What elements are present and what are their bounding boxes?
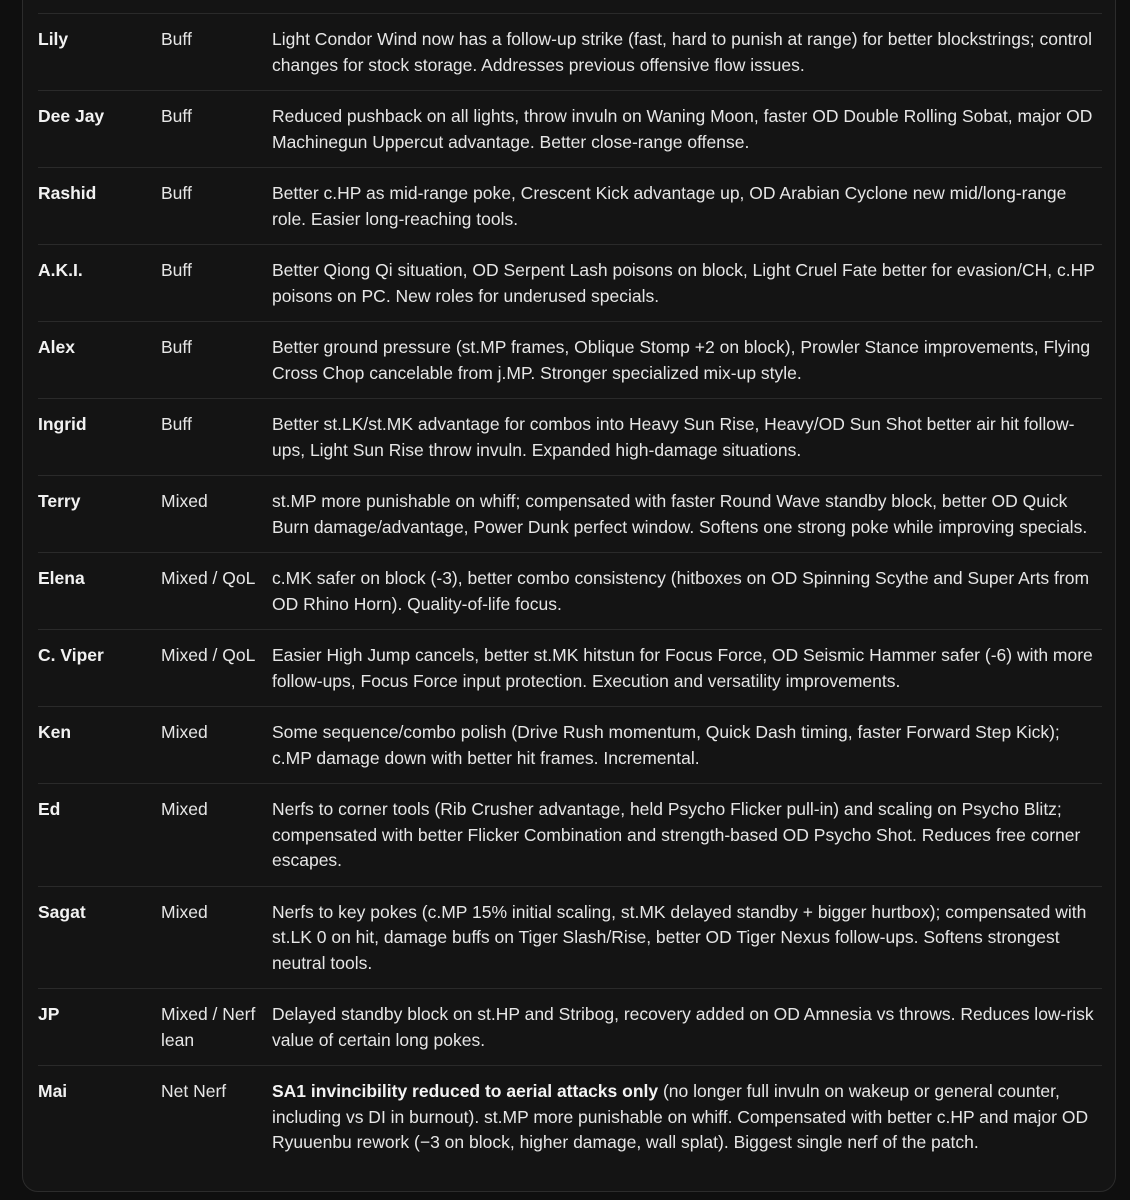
change-summary — [272, 1079, 1102, 1156]
change-type: Buff — [161, 106, 192, 126]
character-name: Ingrid — [38, 414, 87, 434]
character-name: Terry — [38, 491, 81, 511]
character-name: Ed — [38, 799, 61, 819]
table-row — [38, 475, 1102, 552]
table-row — [38, 988, 1102, 1065]
change-type: Buff — [161, 260, 192, 280]
change-type: Mixed — [161, 722, 208, 742]
change-summary: Nerfs to key pokes (c.MP 15% initial scaling, st.MK delayed standby + bigger hurtbox); compensated with st.LK 0 on hit, damage buffs on Tiger Slash/Rise, better OD Tiger Nexus follow-ups. Softens strongest neutral tools. — [272, 901, 1087, 973]
change-type: Buff — [161, 29, 192, 49]
change-type: Buff — [161, 414, 192, 434]
change-summary: st.MP more punishable on whiff; compensated with faster Round Wave standby block, better OD Quick Burn damage/advantage, Power Dunk perfect window. Softens one strong poke while improving specials. — [272, 491, 1088, 537]
change-type: Mixed — [161, 491, 208, 511]
change-summary: Easier High Jump cancels, better st.MK hitstun for Focus Force, OD Seismic Hammer safer (-6) with more follow-ups, Focus Force input protection. Execution and versatility improvements. — [272, 645, 1093, 691]
character-name: A.K.I. — [38, 260, 83, 280]
character-name: Elena — [38, 568, 85, 588]
change-summary: Reduced pushback on all lights, throw invuln on Waning Moon, faster OD Double Rolling Sobat, major OD Machinegun Uppercut advantage. Better close-range offense. — [272, 106, 1093, 152]
change-type: Buff — [161, 183, 192, 203]
character-name: Mai — [38, 1081, 68, 1101]
table-row — [38, 1065, 1102, 1168]
change-summary: Some sequence/combo polish (Drive Rush momentum, Quick Dash timing, faster Forward Step Kick); c.MP damage down with better hit frames. Incremental. — [272, 722, 1060, 768]
change-summary-emphasis: SA1 invincibility reduced to aerial attacks only — [272, 1081, 659, 1101]
character-name: Ken — [38, 722, 72, 742]
change-summary: Nerfs to corner tools (Rib Crusher advantage, held Psycho Flicker pull-in) and scaling on Psycho Blitz; compensated with better Flicker Combination and strength-based OD Psycho Shot. Reduces free corner escapes. — [272, 799, 1081, 870]
change-summary: Better ground pressure (st.MP frames, Oblique Stomp +2 on block), Prowler Stance improvements, Flying Cross Chop cancelable from j.MP. Stronger specialized mix-up style. — [272, 337, 1091, 383]
character-name: C. Viper — [38, 645, 104, 665]
character-name: Rashid — [38, 183, 97, 203]
table-row — [38, 321, 1102, 398]
change-summary: Light Condor Wind now has a follow-up strike (fast, hard to punish at range) for better blockstrings; control changes for stock storage. Addresses previous offensive flow issues. — [272, 29, 1092, 75]
change-type: Mixed / QoL — [161, 645, 256, 665]
table-row — [38, 783, 1102, 886]
character-name: Lily — [38, 29, 69, 49]
character-name: Sagat — [38, 901, 86, 922]
change-type: Mixed / QoL — [161, 568, 256, 588]
table-row — [38, 13, 1102, 90]
change-type: Buff — [161, 337, 192, 357]
character-name: JP — [38, 1004, 60, 1024]
table-row — [38, 244, 1102, 321]
table-row — [38, 167, 1102, 244]
change-summary: c.MK safer on block (-3), better combo consistency (hitboxes on OD Spinning Scythe and Super Arts from OD Rhino Horn). Quality-of-life focus. — [272, 568, 1090, 614]
change-summary: Better st.LK/st.MK advantage for combos into Heavy Sun Rise, Heavy/OD Sun Shot better air hit follow-ups, Light Sun Rise throw invuln. Expanded high-damage situations. — [272, 414, 1075, 460]
change-summary: Better Qiong Qi situation, OD Serpent Lash poisons on block, Light Cruel Fate better for evasion/CH, c.HP poisons on PC. New roles for underused specials. — [272, 260, 1095, 306]
character-name: Dee Jay — [38, 106, 105, 126]
table-row — [38, 552, 1102, 629]
change-type: Net Nerf — [161, 1081, 227, 1101]
table-row — [38, 886, 1102, 989]
change-summary: Better c.HP as mid-range poke, Crescent Kick advantage up, OD Arabian Cyclone new mid/long-range role. Easier long-reaching tools. — [272, 183, 1067, 229]
table-row — [38, 629, 1102, 706]
character-name: Alex — [38, 337, 75, 357]
change-summary: Delayed standby block on st.HP and Stribog, recovery added on OD Amnesia vs throws. Reduces low-risk value of certain long pokes. — [272, 1004, 1094, 1050]
balance-changes-table — [38, 13, 1102, 1168]
table-row — [38, 90, 1102, 167]
change-type: Mixed / Nerf lean — [161, 1004, 256, 1050]
table-row — [38, 706, 1102, 783]
change-type: Mixed — [161, 799, 208, 819]
table-row — [38, 398, 1102, 475]
change-summary-rest: (no longer full invuln on wakeup or general counter, including vs DI in burnout). st.MP more punishable on whiff. Compensated with better c.HP and major OD Ryuuenbu rework (−3 on block, higher damage, wall splat). Biggest single nerf of the patch. — [272, 1081, 1089, 1152]
change-type: Mixed — [161, 901, 208, 922]
